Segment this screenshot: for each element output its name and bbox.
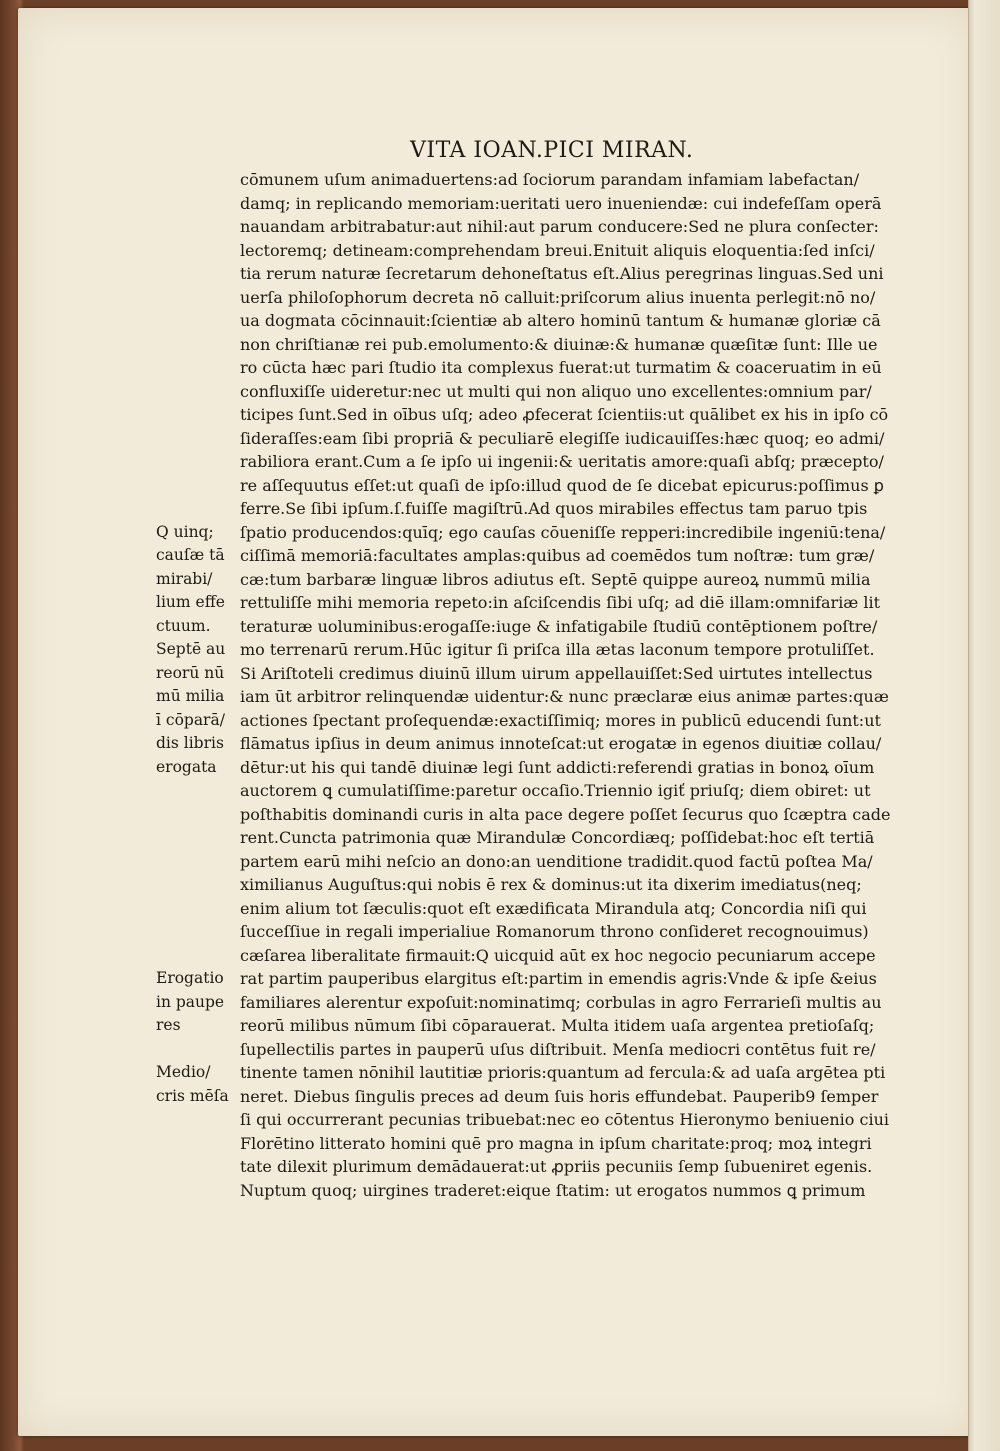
margin-note: [156, 521, 240, 639]
text-line: dētur:ut his qui tandē diuinæ legi ſunt addicti:referendi gratias in bonoꝝ oīum: [240, 757, 875, 777]
text-line: mo terrenarū rerum.Hūc igitur ſi priſca illa ætas laconum tempore protuliſſet.: [240, 640, 875, 659]
text-line: ſpatio producendos:quīq; ego cauſas cōueniſſe repperi:incredibile ingeniū:tena/: [240, 522, 886, 542]
text-line: ximilianus Auguſtus:qui nobis ē rex & dominus:ut ita dixerim imediatus(neq;: [240, 875, 862, 894]
text-line: tate dilexit plurimum demādauerat:ut ꝓpriis pecuniis ſemp ſubueniret egenis.: [240, 1157, 873, 1176]
margin-note-line: Medio/: [156, 1063, 211, 1081]
text-line: uerſa philoſophorum decreta nō calluit:priſcorum alius inuenta perlegit:nō no/: [240, 287, 876, 307]
text-line: cōmunem uſum animaduertens:ad ſociorum parandam infamiam labefactan/: [240, 170, 860, 189]
text-line: ua dogmata cōcinnauit:ſcientiæ ab altero hominū tantum & humanæ gloriæ cā: [240, 311, 881, 330]
text-line: partem earū mihi neſcio an dono:an uenditione tradidit.quod factū poſtea Ma/: [240, 851, 873, 871]
text-line: cæſarea liberalitate firmauit:Q uicquid aūt ex hoc negocio pecuniarum accepe: [240, 945, 876, 965]
text-line: iam ūt arbitror relinquendæ uidentur:& nunc præclaræ eius animæ partes:quæ: [240, 687, 889, 706]
text-line: confluxiſſe uideretur:nec ut multi qui non aliquo uno excellentes:omnium par/: [240, 381, 872, 401]
text-line: auctorem ꝗ cumulatiſſime:paretur occaſio.Triennio igiť priuſq; diem obiret: ut: [240, 781, 871, 800]
text-line: familiares alerentur expoſuit:nominatimq; corbulas in agro Ferrarieſi multis au: [240, 992, 882, 1012]
margin-note-line: reorū nū: [156, 663, 225, 682]
margin-note-line: mū milia: [156, 687, 225, 705]
main-text-block: [240, 168, 916, 1202]
text-line: damq; in replicando memoriam:ueritati uero inueniendæ: cui indefeſſam operā: [240, 193, 882, 213]
text-line: enim alium tot ſæculis:quot eſt exædificata Mirandula atq; Concordia niſi qui: [240, 898, 867, 918]
text-line: Nuptum quoq; uirgines traderet:eique ſtatim: ut erogatos nummos ꝗ primum: [240, 1180, 866, 1200]
margin-note-line: dis libris: [156, 734, 224, 752]
text-line: lectoremq; detineam:comprehendam breui.Enituit aliquis eloquentia:ſed inſci/: [240, 240, 875, 260]
text-line: ſucceſſiue in regali imperialiue Romanorum throno conſideret recognouimus): [240, 922, 869, 941]
text-line: re aſſequutus eſſet:ut quaſi de ipſo:illud quod de ſe dicebat epicurus:poſſimus ꝑ: [240, 475, 884, 495]
text-line: tia rerum naturæ ſecretarum dehoneſtatus eſt.Alius peregrinas linguas.Sed uni: [240, 264, 884, 283]
margin-note-line: Erogatio: [156, 969, 224, 987]
margin-note-line: in paupe: [156, 992, 225, 1011]
text-line: flāmatus ipſius in deum animus innoteſcat:ut erogatæ in egenos diuitiæ collau/: [240, 734, 882, 753]
margin-note-line: ī cōparā/: [156, 710, 225, 729]
text-line: nauandam arbitrabatur:aut nihil:aut parum conducere:Sed ne plura conſecter:: [240, 217, 879, 236]
facing-page-edge: [968, 0, 1000, 1451]
text-line: actiones ſpectant proſequendæ:exactiſſimiq; mores in publicū educendi ſunt:ut: [240, 710, 881, 730]
margin-note-line: lium effe: [156, 593, 225, 611]
margin-note: [156, 1061, 240, 1108]
text-line: ticipes ſunt.Sed in oībus uſq; adeo ꝓfecerat ſcientiis:ut quālibet ex his in ipſo cō: [240, 405, 889, 424]
text-line: rat partim pauperibus elargitus eſt:partim in emendis agris:Vnde & ipſe &eius: [240, 969, 877, 988]
margin-note-line: res: [156, 1016, 181, 1034]
text-line: ro cūcta hæc pari ſtudio ita complexus fuerat:ut turmatim & coaceruatim in eū: [240, 358, 882, 377]
text-line: ferre.Se ſibi ipſum.ſ.fuiſſe magiſtrū.Ad quos mirabiles effectus tam paruo tpis: [240, 499, 868, 518]
text-line: rettuliſſe mihi memoria repeto:in aſciſcendis ſibi uſq; ad diē illam:omnifariæ lit: [240, 593, 881, 612]
margin-note-line: Q uinq;: [156, 522, 214, 541]
text-line: rent.Cuncta patrimonia quæ Mirandulæ Concordiæq; poſſidebat:hoc eſt tertiā: [240, 828, 875, 847]
running-header: VITA IOAN.PICI MIRAN.: [410, 138, 694, 163]
margin-note: [156, 967, 240, 1038]
text-line: ſi qui occurrerant pecunias tribuebat:nec eo cōtentus Hieronymo beniuenio ciui: [240, 1110, 889, 1129]
text-line: ſupellectilis partes in pauperū uſus diſtribuit. Menſa mediocri contētus fuit re/: [240, 1039, 876, 1059]
text-line: cæ:tum barbaræ linguæ libros adiutus eſt. Septē quippe aureoꝝ nummū milia: [240, 569, 871, 589]
text-line: Si Ariſtoteli credimus diuinū illum uirum appellauiſſet:Sed uirtutes intellectus: [240, 663, 873, 683]
text-line: ciſſimā memoriā:facultates amplas:quibus ad coemēdos tum noſtræ: tum græ/: [240, 546, 875, 565]
text-line: ſideraſſes:eam ſibi propriā & peculiarē elegiſſe iudicauiſſes:hæc quoq; eo admi/: [240, 428, 885, 448]
text-line: Florētino litterato homini quē pro magna in ipſum charitate:proq; moꝝ integri: [240, 1133, 872, 1153]
text-line: poſthabitis dominandi curis in alta pace degere poſſet ſecurus quo ſcæptra cade: [240, 804, 891, 824]
margin-note-line: ctuum.: [156, 616, 211, 635]
text-line: neret. Diebus ſingulis preces ad deum ſuis horis effundebat. Pauperib9 ſemper: [240, 1086, 879, 1106]
text-line: tinente tamen nōnihil lautitiæ prioris:quantum ad fercula:& ad uaſa argētea pti: [240, 1063, 886, 1082]
text-line: non chriſtianæ rei pub.emolumento:& diuinæ:& humanæ quæſitæ ſunt: Ille ue: [240, 334, 878, 354]
text-line: teraturæ uoluminibus:erogaſſe:iuge & infatigabile ſtudiū contēptionem poſtre/: [240, 616, 878, 636]
text-line: reorū milibus nūmum ſibi cōparauerat. Multa itidem uaſa argentea pretioſaſq;: [240, 1016, 875, 1035]
margin-note-line: mirabi/: [156, 569, 213, 588]
margin-note-line: cris mēſa: [156, 1086, 229, 1105]
margin-note-line: erogata: [156, 757, 217, 776]
margin-note-line: cauſæ tā: [156, 546, 225, 564]
margin-note-line: Septē au: [156, 640, 226, 658]
margin-note: [156, 638, 240, 779]
text-line: rabiliora erant.Cum a ſe ipſo ui ingenii:& ueritatis amore:quaſi abſq; præcepto/: [240, 452, 884, 471]
